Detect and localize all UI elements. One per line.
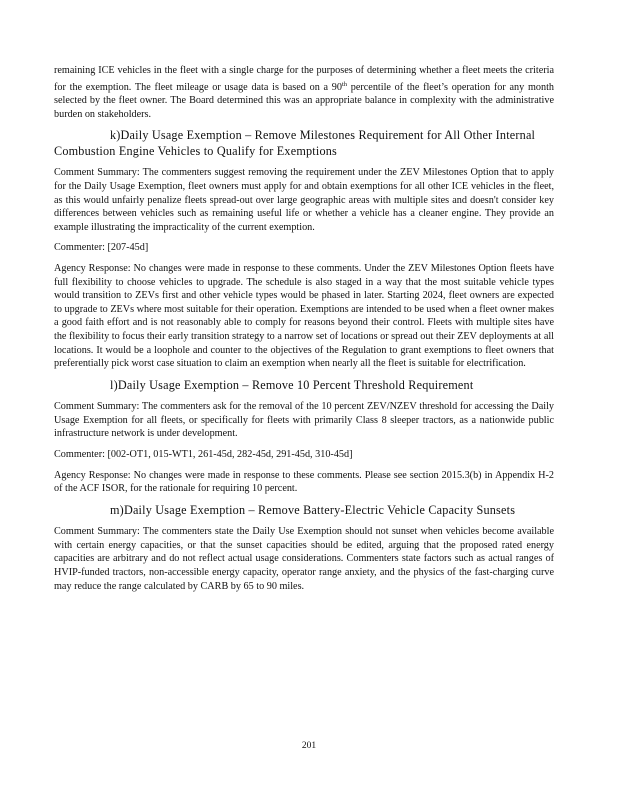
section-heading-l — [54, 378, 554, 394]
heading-text: k)Daily Usage Exemption – Remove Milestones Requirement for All Other Internal Combustion Engine Vehicles to Qualify for Exemptions — [54, 128, 536, 158]
commenter-line: Commenter: [207-45d] — [54, 242, 149, 254]
comment-summary: Comment Summary: The commenters state the Daily Use Exemption should not sunset when vehicles become available with certain energy capacities, or that the sunset capacities should be edited, arguing that the proposed rated energy capacities are arbitrary and do not reflect actual usage considerations. Commenters state factors such as actual ranges of HVIP-funded tractors, non-accessible energy capacity, operator range anxiety, and the physics of the fast-charging curve may reduce the range calculated by CARB by 65 to 90 miles. — [54, 526, 554, 592]
heading-text: m)Daily Usage Exemption – Remove Battery-Electric Vehicle Capacity Sunsets — [110, 502, 516, 517]
heading-text: l)Daily Usage Exemption – Remove 10 Percent Threshold Requirement — [110, 377, 474, 392]
paragraph — [54, 64, 554, 121]
agency-response: Agency Response: No changes were made in response to these comments. Please see section 2015.3(b) in Appendix H-2 of the ACF ISOR, for the rationale for requiring 10 percent. — [54, 469, 554, 495]
comment-summary: Comment Summary: The commenters suggest removing the requirement under the ZEV Milestones Option that to apply for the Daily Usage Exemption, fleet owners must apply for and obtain exemptions for all other ICE vehicles in the fleet, as this would unfairly penalize fleets spread-out over large geographic areas with multiple sites and doesn't consider key differences between vehicles such as remaining useful life or whether a vehicle has a cleaner engine. They provide an example illustrating the impracticality of the current exemption. — [54, 167, 554, 233]
paragraph-text: percentile of the fleet’s operation for any month selected by the fleet owner. The Board determined this was an appropriate balance in complexity with the administrative burden on stakeholders. — [54, 81, 555, 120]
agency-response: Agency Response: No changes were made in response to these comments. Under the ZEV Milestones Option fleets have full flexibility to choose vehicles to upgrade. The schedule is also staged in a way that the most suitable vehicle types would transition to ZEVs first and other vehicle types would be phased in later. Starting 2024, fleet owners are expected to upgrade to ZEVs where most suitable for their operation. Exemptions are intended to be used when a fleet owner makes a good faith effort and is not reasonably able to comply for reasons beyond their control. Fleets with multiple sites have the flexibility to focus their early transition strategy to a narrow set of locations or spread out their ZEV deployments at all locations. It would be a loophole and counter to the objectives of the Regulation to grant exemptions to fleet owners that preferentially pick worst case situation to claim an exemption when nearly all the fleet is suitable for electrification. — [54, 262, 554, 370]
page-number: 201 — [301, 741, 317, 751]
paragraph-text: remaining ICE vehicles in the fleet with a single charge for the purposes of determining whether a fleet meets the criteria for the exemption. The fleet mileage or usage data is based on a 90 — [54, 65, 554, 93]
section-heading-m — [54, 503, 554, 519]
commenter-line: Commenter: [002-OT1, 015-WT1, 261-45d, 282-45d, 291-45d, 310-45d] — [54, 448, 353, 460]
comment-summary: Comment Summary: The commenters ask for the removal of the 10 percent ZEV/NZEV threshold for accessing the Daily Usage Exemption for all fleets, or specifically for fleets with primarily Class 8 sleeper tractors, as a nationwide public infrastructure network is under development. — [54, 401, 554, 440]
superscript: th — [341, 80, 348, 88]
section-heading-k — [54, 128, 554, 159]
